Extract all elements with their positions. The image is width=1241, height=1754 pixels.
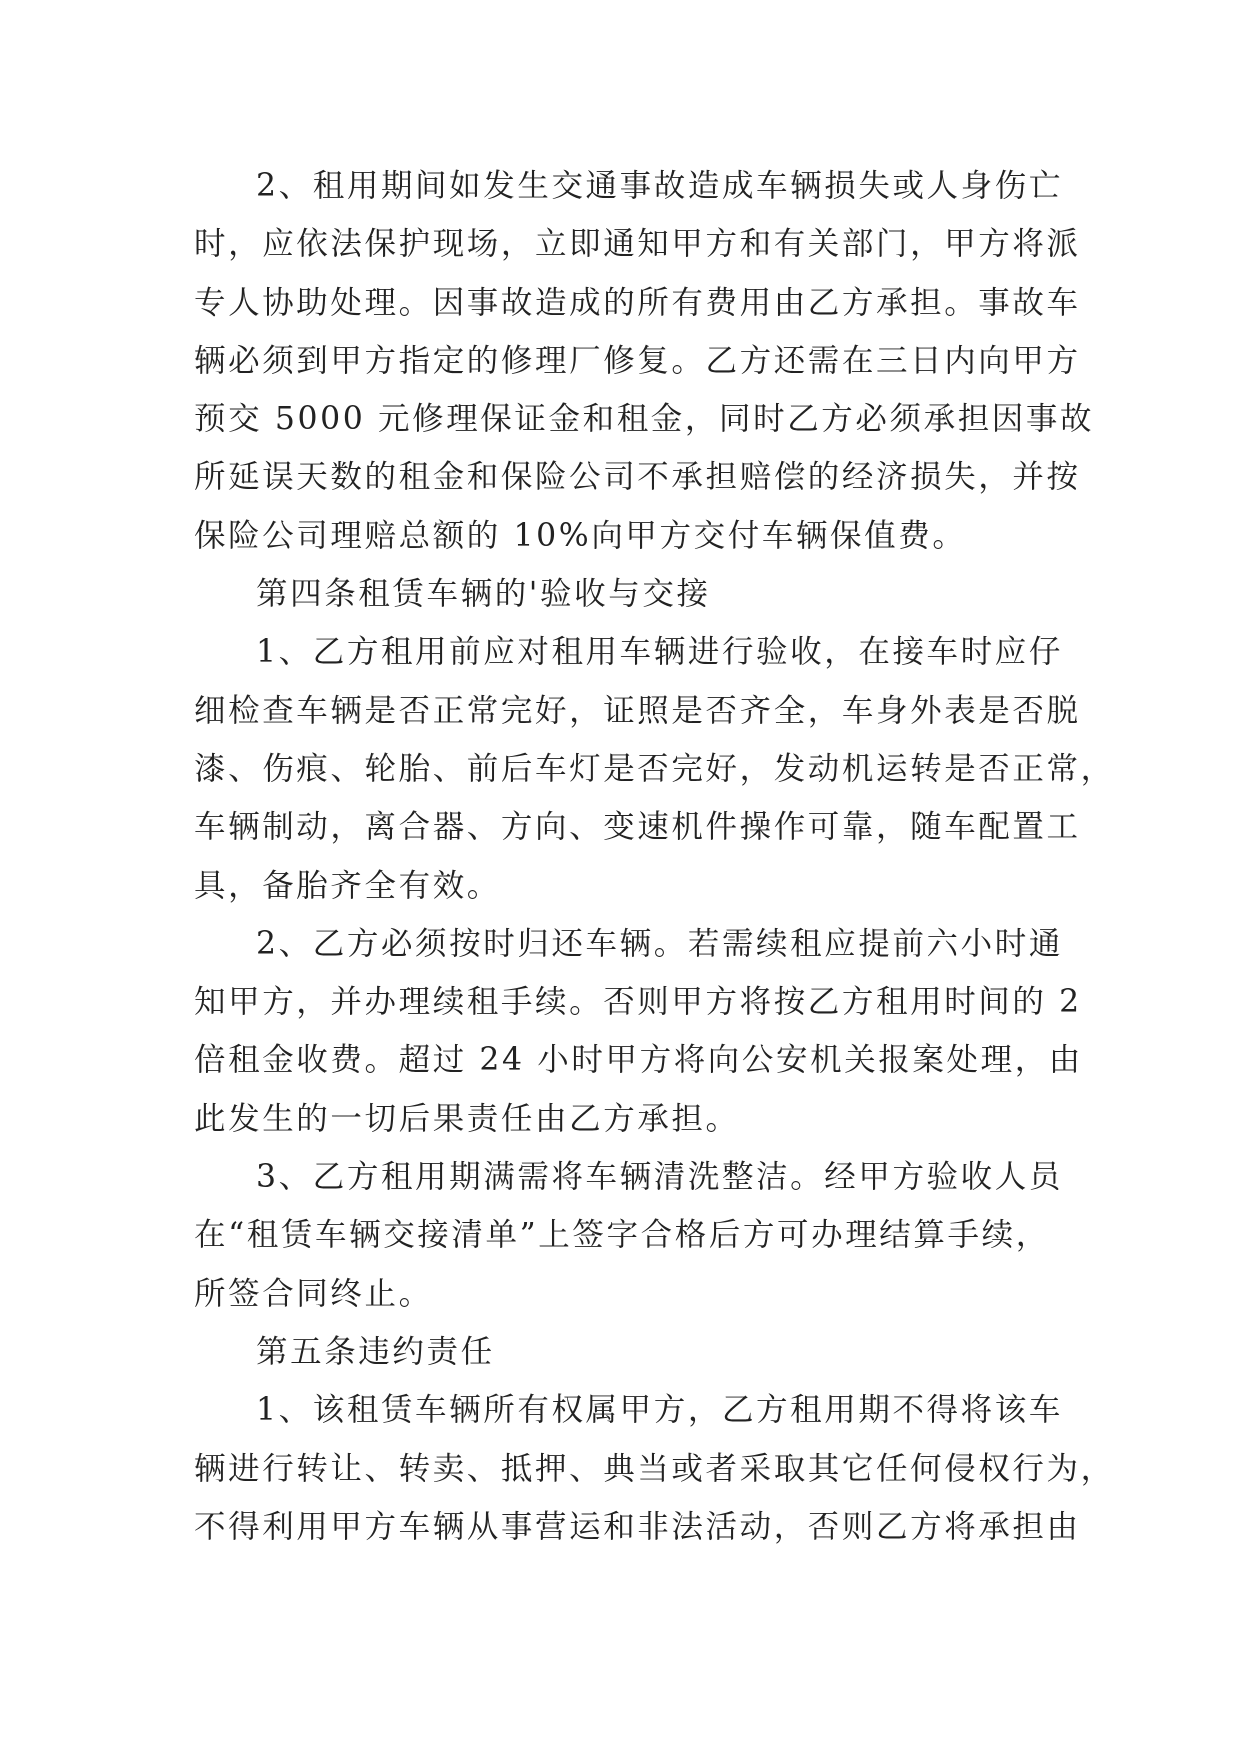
paragraph-return-line: 知甲方，并办理续租手续。否则甲方将按乙方租用时间的 2 <box>194 984 1082 1021</box>
paragraph-cleaning-line: 3、乙方租用期满需将车辆清洗整洁。经甲方验收人员 <box>256 1159 1063 1196</box>
paragraph-ownership-line: 1、该租赁车辆所有权属甲方，乙方租用期不得将该车 <box>256 1392 1063 1429</box>
paragraph-inspection-line: 具，备胎齐全有效。 <box>194 867 501 904</box>
paragraph-cleaning-line: 所签合同终止。 <box>194 1275 433 1312</box>
paragraph-cleaning-line: 在“租赁车辆交接清单”上签字合格后方可办理结算手续， <box>194 1217 1050 1254</box>
paragraph-accident-line: 所延误天数的租金和保险公司不承担赔偿的经济损失，并按 <box>194 459 1081 496</box>
paragraph-inspection-line: 细检查车辆是否正常完好，证照是否齐全，车身外表是否脱 <box>194 692 1081 729</box>
paragraph-accident-line: 辆必须到甲方指定的修理厂修复。乙方还需在三日内向甲方 <box>194 342 1081 379</box>
paragraph-return-line: 倍租金收费。超过 24 小时甲方将向公安机关报案处理，由 <box>194 1042 1083 1079</box>
paragraph-accident-line: 保险公司理赔总额的 10%向甲方交付车辆保值费。 <box>194 517 967 554</box>
paragraph-inspection-line: 漆、伤痕、轮胎、前后车灯是否完好，发动机运转是否正常， <box>194 750 1115 787</box>
contract-text-body <box>194 157 1115 1556</box>
paragraph-ownership-line: 不得利用甲方车辆从事营运和非法活动，否则乙方将承担由 <box>194 1508 1081 1545</box>
paragraph-inspection-line: 车辆制动，离合器、方向、变速机件操作可靠，随车配置工 <box>194 809 1081 846</box>
paragraph-accident-line: 专人协助处理。因事故造成的所有费用由乙方承担。事故车 <box>194 284 1081 321</box>
article-five-heading: 第五条违约责任 <box>256 1333 495 1370</box>
paragraph-return-line: 此发生的一切后果责任由乙方承担。 <box>194 1100 740 1137</box>
article-four-heading: 第四条租赁车辆的'验收与交接 <box>256 576 711 613</box>
paragraph-return-line: 2、乙方必须按时归还车辆。若需续租应提前六小时通 <box>256 925 1063 962</box>
paragraph-accident-line: 2、租用期间如发生交通事故造成车辆损失或人身伤亡 <box>256 168 1063 204</box>
paragraph-accident-line: 时，应依法保护现场，立即通知甲方和有关部门，甲方将派 <box>194 226 1081 263</box>
paragraph-ownership-line: 辆进行转让、转卖、抵押、典当或者采取其它任何侵权行为， <box>194 1450 1115 1487</box>
paragraph-inspection-line: 1、乙方租用前应对租用车辆进行验收，在接车时应仔 <box>256 634 1063 671</box>
paragraph-accident-line: 预交 5000 元修理保证金和租金，同时乙方必须承担因事故 <box>194 401 1095 438</box>
